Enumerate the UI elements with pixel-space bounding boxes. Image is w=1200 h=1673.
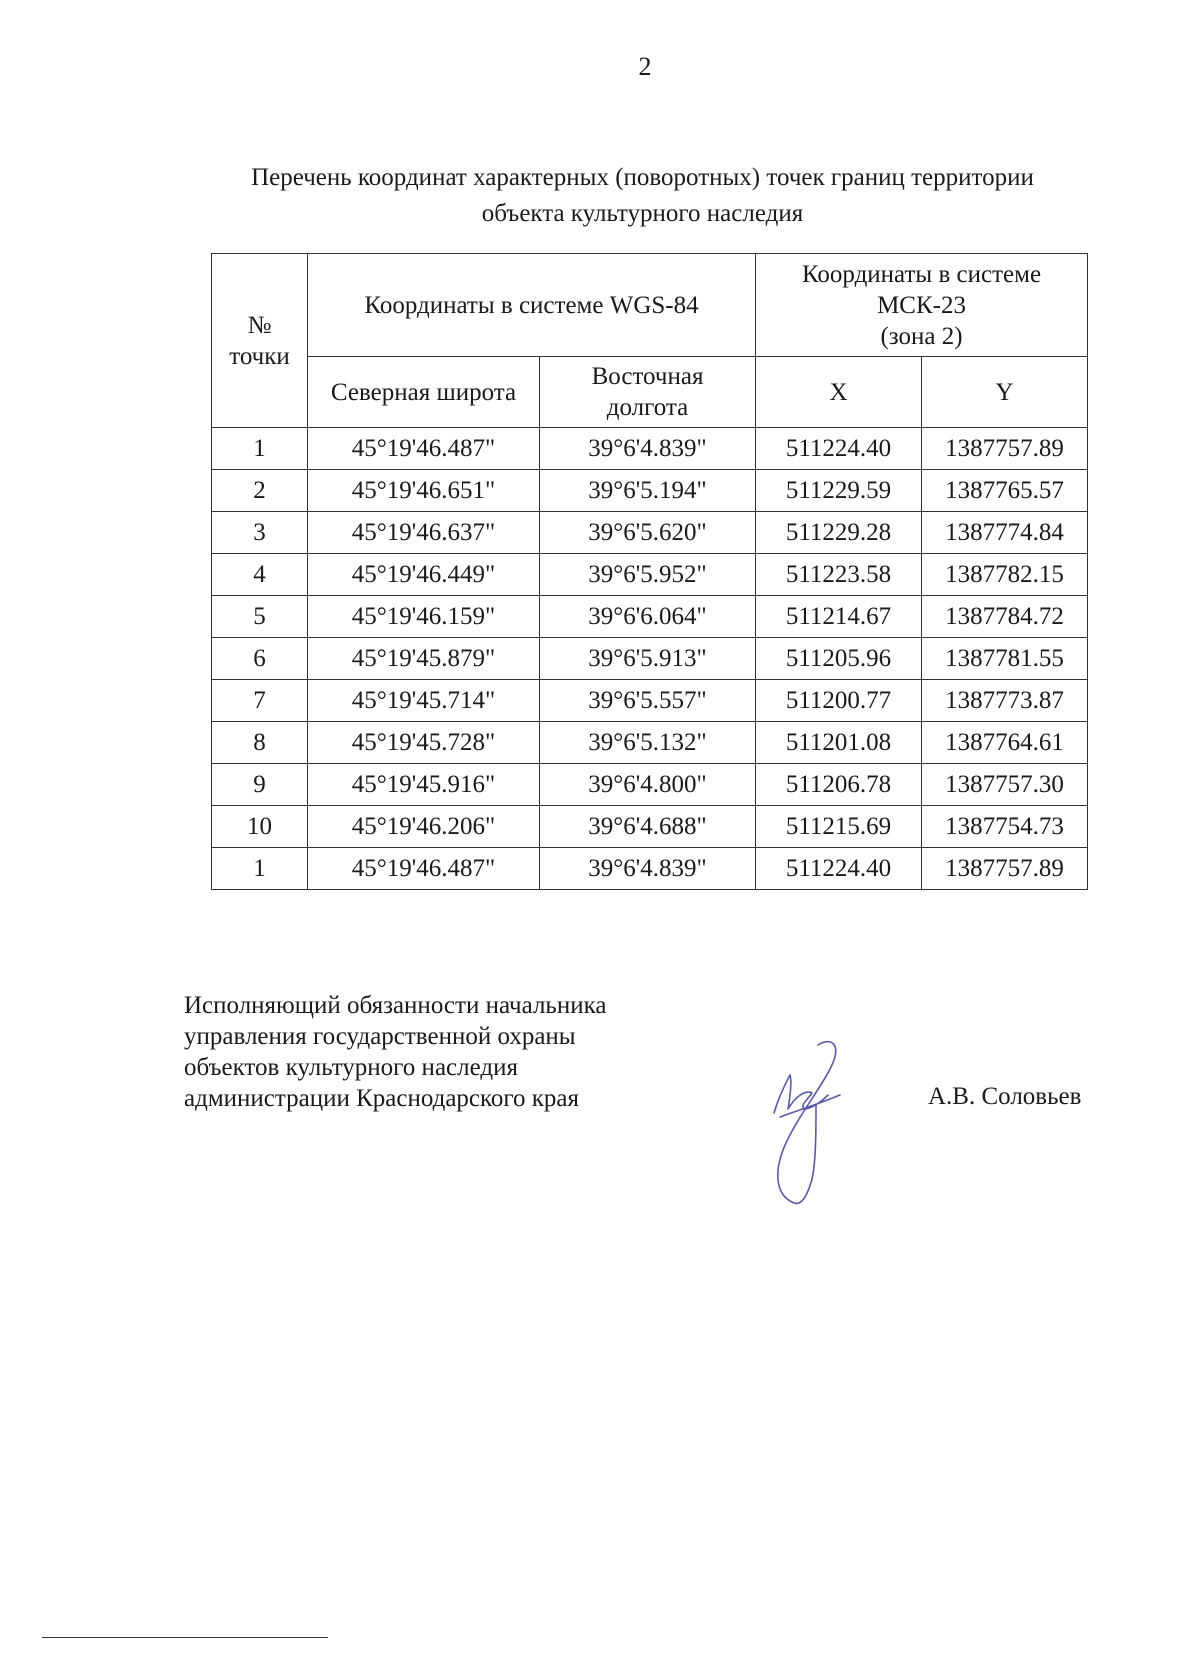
table-row <box>212 512 1088 554</box>
longitude-cell: 39°6'4.800" <box>540 764 756 806</box>
signatory-position-line: администрации Краснодарского края <box>184 1085 580 1112</box>
header-latitude: Северная широта <box>308 357 540 428</box>
latitude-cell: 45°19'45.714" <box>308 680 540 722</box>
point-number-cell: 8 <box>212 722 308 764</box>
longitude-cell: 39°6'6.064" <box>540 596 756 638</box>
latitude-cell: 45°19'46.487" <box>308 428 540 470</box>
x-cell: 511224.40 <box>756 848 922 890</box>
x-cell: 511223.58 <box>756 554 922 596</box>
longitude-cell: 39°6'5.952" <box>540 554 756 596</box>
header-y: Y <box>922 357 1088 428</box>
coordinates-table <box>211 253 1088 890</box>
latitude-cell: 45°19'45.879" <box>308 638 540 680</box>
table-row <box>212 806 1088 848</box>
y-cell: 1387764.61 <box>922 722 1088 764</box>
table-row <box>212 470 1088 512</box>
y-cell: 1387757.30 <box>922 764 1088 806</box>
document-title-line-1: Перечень координат характерных (поворотных) точек границ территории <box>251 164 1034 191</box>
y-cell: 1387782.15 <box>922 554 1088 596</box>
y-cell: 1387754.73 <box>922 806 1088 848</box>
signatory-name: А.В. Соловьев <box>928 1083 1082 1110</box>
point-number-cell: 10 <box>212 806 308 848</box>
header-x: X <box>756 357 922 428</box>
longitude-cell: 39°6'5.132" <box>540 722 756 764</box>
point-number-cell: 4 <box>212 554 308 596</box>
table-row <box>212 722 1088 764</box>
header-msk23: Координаты в системе МСК-23 (зона 2) <box>756 254 1088 357</box>
latitude-cell: 45°19'45.728" <box>308 722 540 764</box>
longitude-cell: 39°6'5.194" <box>540 470 756 512</box>
point-number-cell: 2 <box>212 470 308 512</box>
document-title <box>200 160 1085 232</box>
x-cell: 511229.28 <box>756 512 922 554</box>
point-number-cell: 1 <box>212 428 308 470</box>
table-row <box>212 428 1088 470</box>
signatory-position-line: управления государственной охраны <box>184 1023 576 1050</box>
table-row <box>212 848 1088 890</box>
table-row <box>212 554 1088 596</box>
page-number: 2 <box>638 52 652 81</box>
x-cell: 511229.59 <box>756 470 922 512</box>
x-cell: 511224.40 <box>756 428 922 470</box>
x-cell: 511214.67 <box>756 596 922 638</box>
header-wgs84: Координаты в системе WGS-84 <box>308 254 756 357</box>
x-cell: 511205.96 <box>756 638 922 680</box>
table-row <box>212 680 1088 722</box>
y-cell: 1387757.89 <box>922 428 1088 470</box>
handwritten-signature-icon <box>760 1035 880 1210</box>
y-cell: 1387774.84 <box>922 512 1088 554</box>
longitude-cell: 39°6'5.557" <box>540 680 756 722</box>
table-row <box>212 638 1088 680</box>
x-cell: 511201.08 <box>756 722 922 764</box>
x-cell: 511200.77 <box>756 680 922 722</box>
signatory-position-line: Исполняющий обязанности начальника <box>184 992 607 1019</box>
longitude-cell: 39°6'4.688" <box>540 806 756 848</box>
document-title-line-2: объекта культурного наследия <box>481 200 804 227</box>
longitude-cell: 39°6'4.839" <box>540 428 756 470</box>
latitude-cell: 45°19'46.637" <box>308 512 540 554</box>
y-cell: 1387781.55 <box>922 638 1088 680</box>
table-row <box>212 596 1088 638</box>
point-number-cell: 1 <box>212 848 308 890</box>
header-longitude: Восточная долгота <box>540 357 756 428</box>
latitude-cell: 45°19'46.449" <box>308 554 540 596</box>
longitude-cell: 39°6'5.620" <box>540 512 756 554</box>
signatory-position-line: объектов культурного наследия <box>184 1054 518 1081</box>
point-number-cell: 7 <box>212 680 308 722</box>
point-number-cell: 6 <box>212 638 308 680</box>
footnote-divider <box>42 1637 328 1638</box>
longitude-cell: 39°6'4.839" <box>540 848 756 890</box>
x-cell: 511206.78 <box>756 764 922 806</box>
point-number-cell: 3 <box>212 512 308 554</box>
latitude-cell: 45°19'46.651" <box>308 470 540 512</box>
longitude-cell: 39°6'5.913" <box>540 638 756 680</box>
y-cell: 1387773.87 <box>922 680 1088 722</box>
latitude-cell: 45°19'45.916" <box>308 764 540 806</box>
latitude-cell: 45°19'46.487" <box>308 848 540 890</box>
point-number-cell: 9 <box>212 764 308 806</box>
header-point-number: № точки <box>212 254 308 428</box>
y-cell: 1387784.72 <box>922 596 1088 638</box>
y-cell: 1387765.57 <box>922 470 1088 512</box>
latitude-cell: 45°19'46.159" <box>308 596 540 638</box>
latitude-cell: 45°19'46.206" <box>308 806 540 848</box>
table-row <box>212 764 1088 806</box>
x-cell: 511215.69 <box>756 806 922 848</box>
point-number-cell: 5 <box>212 596 308 638</box>
y-cell: 1387757.89 <box>922 848 1088 890</box>
signatory-position <box>184 990 606 1114</box>
